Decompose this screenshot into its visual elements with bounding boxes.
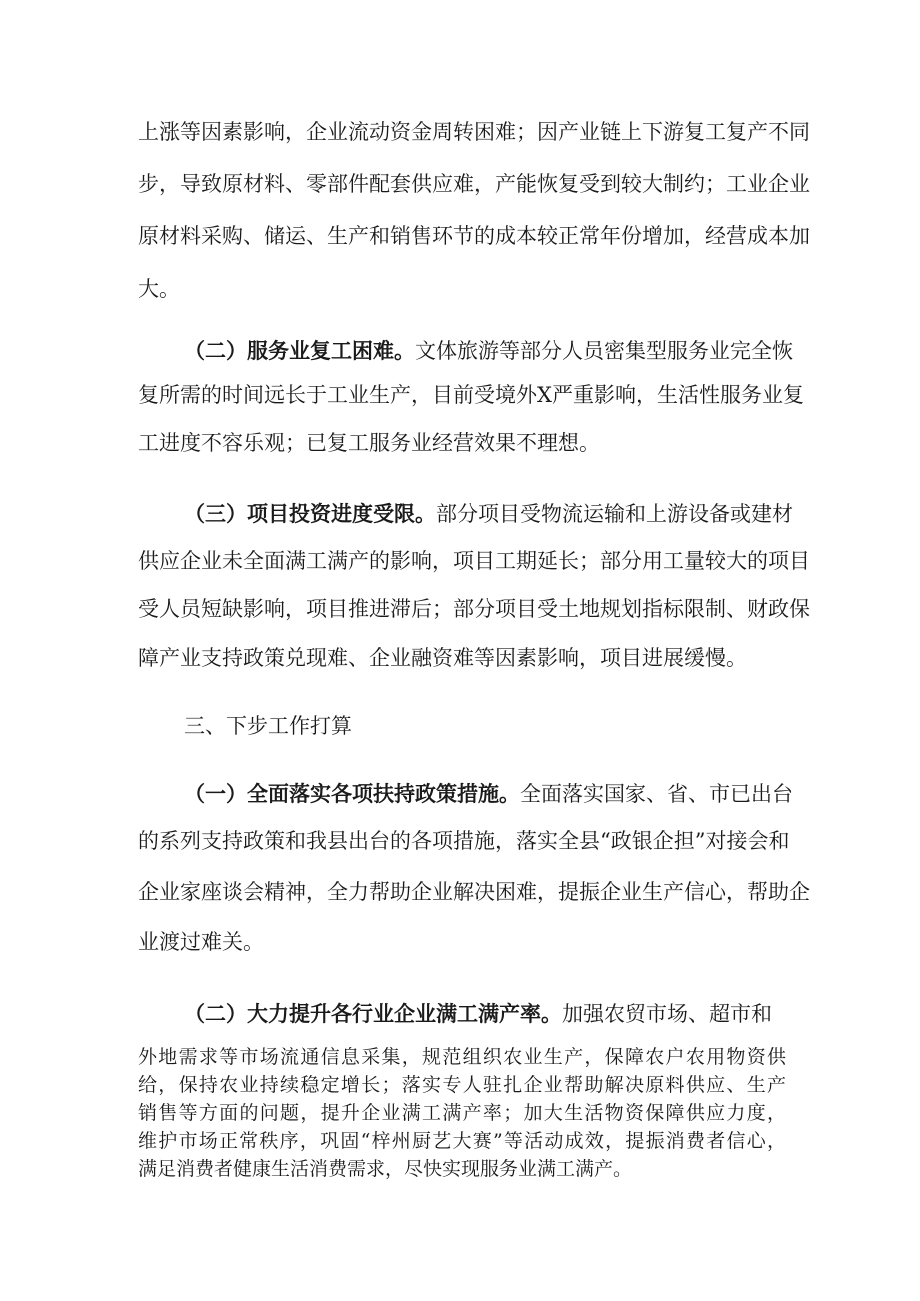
paragraph-text: 全面落实国家、省、市已出台 [520,782,793,806]
text-line: 原材料采购、储运、生产和销售环节的成本较正常年份增加，经营成本加 [138,224,810,248]
paragraph-heading: （三）项目投资进度受限。 [184,501,436,526]
text-line: 受人员短缺影响，项目推进滞后；部分项目受土地规划指标限制、财政保 [138,597,810,621]
text-line: 维护市场正常秩序，巩固“梓州厨艺大赛”等活动成效，提振消费者信心， [138,1130,786,1152]
paragraph-first-line [184,501,793,526]
paragraph-heading: （一）全面落实各项扶持政策措施。 [184,781,520,806]
section-heading: 三、下步工作打算 [184,714,352,738]
text-line: 步，导致原材料、零部件配套供应难，产能恢复受到较大制约；工业企业 [138,172,810,196]
paragraph-text: 部分项目受物流运输和上游设备或建材 [436,502,793,526]
text-line: 障产业支持政策兑现难、企业融资难等因素影响，项目进展缓慢。 [138,646,747,670]
paragraph-heading: （二）大力提升各行业企业满工满产率。 [184,1001,562,1026]
paragraph-text: 文体旅游等部分人员密集型服务业完全恢 [415,339,793,363]
paragraph-first-line [184,781,793,806]
text-line: 销售等方面的问题，提升企业满工满产率；加大生活物资保障供应力度， [138,1102,786,1124]
text-line: 的系列支持政策和我县出台的各项措施，落实全县“政银企担”对接会和 [138,829,790,853]
text-line: 外地需求等市场流通信息采集，规范组织农业生产，保障农户农用物资供 [138,1046,786,1068]
text-line: 业渡过难关。 [138,930,264,954]
text-line: 复所需的时间远长于工业生产，目前受境外X严重影响，生活性服务业复 [138,383,804,407]
text-line: 工进度不容乐观；已复工服务业经营效果不理想。 [138,431,600,455]
text-line: 大。 [138,277,180,301]
text-line: 上涨等因素影响，企业流动资金周转困难；因产业链上下游复工复产不同 [138,120,810,144]
text-line: 满足消费者健康生活消费需求，尽快实现服务业满工满产。 [138,1158,633,1180]
text-line: 企业家座谈会精神，全力帮助企业解决困难，提振企业生产信心，帮助企 [138,880,810,904]
text-line: 供应企业未全面满工满产的影响，项目工期延长；部分用工量较大的项目 [138,549,810,573]
paragraph-heading: （二）服务业复工困难。 [184,338,415,363]
text-line: 给，保持农业持续稳定增长；落实专人驻扎企业帮助解决原料供应、生产 [138,1074,786,1096]
paragraph-first-line [184,1003,772,1025]
paragraph-text: 加强农贸市场、超市和 [562,1002,772,1026]
paragraph-first-line [184,338,793,363]
